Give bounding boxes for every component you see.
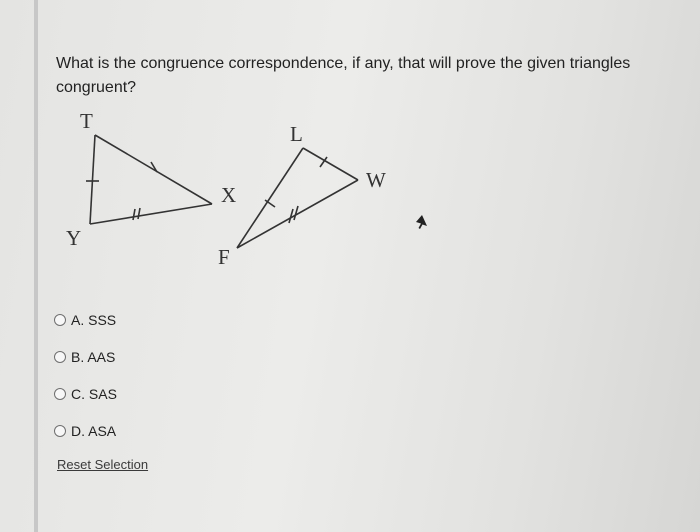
side-lf: [237, 148, 303, 248]
vertex-label-w: W: [366, 168, 386, 192]
tick-fw-2: [294, 206, 298, 220]
radio-button-icon[interactable]: [54, 425, 66, 437]
option-c[interactable]: [54, 384, 117, 404]
vertex-label-t: T: [80, 109, 93, 133]
option-label: D. ASA: [71, 423, 117, 439]
tick-yx-1: [133, 209, 135, 220]
option-label: C. SAS: [71, 386, 117, 402]
question-text: What is the congruence correspondence, if any, that will prove the given triangles congruent?: [56, 55, 631, 96]
vertex-label-y: Y: [66, 226, 82, 250]
mouse-pointer-icon: [412, 214, 428, 232]
vertex-label-l: L: [290, 122, 303, 146]
side-lw: [303, 148, 358, 180]
side-yx: [90, 204, 212, 224]
triangle-tyx: [86, 135, 212, 224]
radio-button-icon[interactable]: [54, 388, 66, 400]
vertex-label-x: X: [221, 183, 237, 207]
option-d[interactable]: [54, 421, 116, 441]
vertex-label-f: F: [218, 245, 230, 269]
side-fw: [237, 180, 358, 248]
option-b[interactable]: [54, 347, 115, 367]
radio-button-icon[interactable]: [54, 314, 66, 326]
option-a[interactable]: [54, 310, 116, 330]
side-ty: [90, 135, 95, 224]
option-label: B. AAS: [71, 349, 116, 365]
triangle-lwf: [237, 148, 358, 248]
side-tx: [95, 135, 212, 204]
radio-button-icon[interactable]: [54, 351, 66, 363]
reset-selection-link[interactable]: Reset Selection: [57, 457, 149, 472]
option-label: A. SSS: [71, 312, 117, 328]
tick-yx-2: [138, 208, 140, 219]
